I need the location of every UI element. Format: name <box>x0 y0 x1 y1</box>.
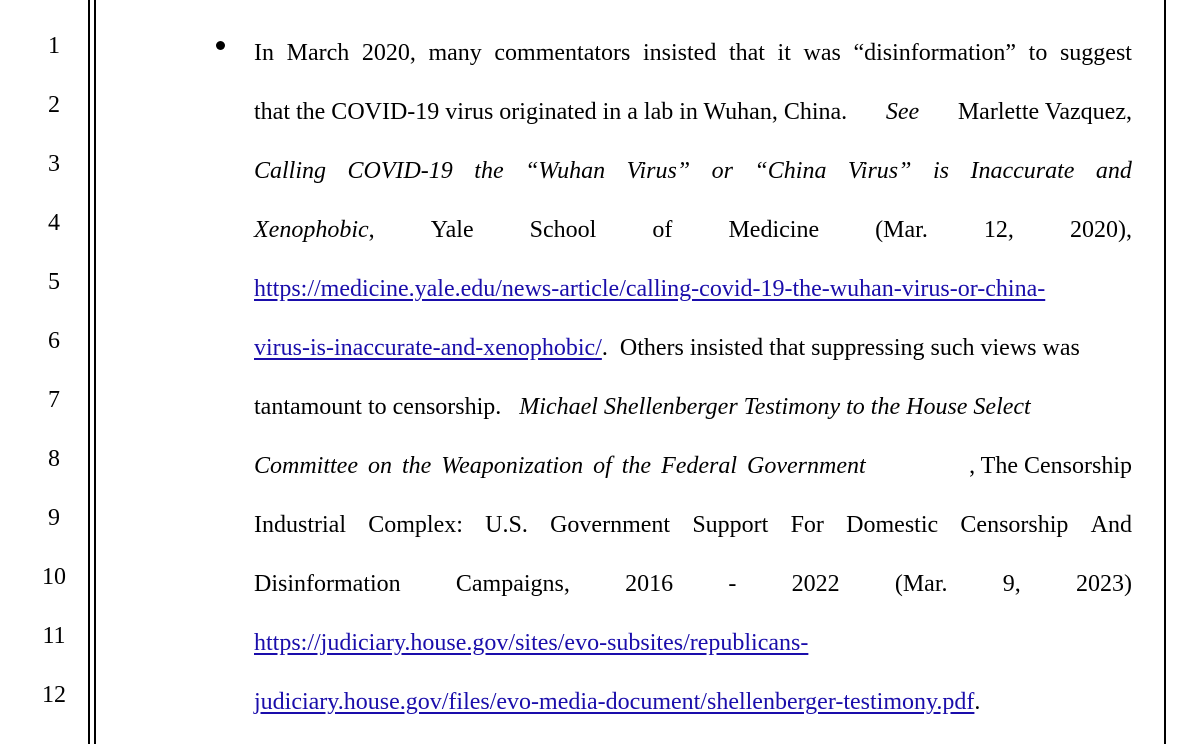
left-margin-rule-inner <box>94 0 96 744</box>
text-line-12: judiciary.house.gov/files/evo-media-document/shellenberger-testimony.pdf. <box>254 689 981 715</box>
pleading-line-numbers <box>0 0 88 744</box>
text-line-11 <box>254 628 1132 658</box>
text-line-3: Calling COVID-19 the “Wuhan Virus” or “China Virus” is Inaccurate and <box>254 158 1132 184</box>
line-number: 5 <box>48 269 60 295</box>
line-number: 12 <box>42 682 66 708</box>
left-margin-rule-outer <box>88 0 90 744</box>
yale-article-link[interactable]: https://medicine.yale.edu/news-article/calling-covid-19-the-wuhan-virus-or-china- <box>254 276 1046 302</box>
line-number: 10 <box>42 564 66 590</box>
line-number: 11 <box>42 623 66 649</box>
yale-article-link-continued[interactable]: virus-is-inaccurate-and-xenophobic/ <box>254 335 602 361</box>
text-line-2: that the COVID-19 virus originated in a lab in Wuhan, China. See Marlette Vazquez, <box>254 99 1132 125</box>
text-line-4: Xenophobic, Yale School of Medicine (Mar. 12, 2020), <box>254 217 1132 243</box>
house-testimony-link-continued[interactable]: judiciary.house.gov/files/evo-media-document/shellenberger-testimony.pdf <box>254 689 975 715</box>
line-number: 2 <box>48 92 60 118</box>
text-line-6: virus-is-inaccurate-and-xenophobic/. Others insisted that suppressing such views was <box>254 335 1080 361</box>
line-number: 8 <box>48 446 60 472</box>
line-number: 9 <box>48 505 60 531</box>
text-line-9: Industrial Complex: U.S. Government Support For Domestic Censorship And <box>254 512 1132 538</box>
bullet-point <box>216 41 225 50</box>
line-number: 3 <box>48 151 60 177</box>
text-line-7: tantamount to censorship. Michael Shellenberger Testimony to the House Select <box>254 394 1031 420</box>
line-number: 4 <box>48 210 60 236</box>
line-number: 6 <box>48 328 60 354</box>
text-line-10: Disinformation Campaigns, 2016 - 2022 (Mar. 9, 2023) <box>254 571 1132 597</box>
text-line-1: In March 2020, many commentators insisted that it was “disinformation” to suggest <box>254 40 1132 66</box>
text-line-8: Committee on the Weaponization of the Federal Government , The Censorship <box>254 453 1132 479</box>
house-testimony-link[interactable]: https://judiciary.house.gov/sites/evo-subsites/republicans- <box>254 630 809 656</box>
line-number: 1 <box>48 33 60 59</box>
right-margin-rule <box>1164 0 1166 744</box>
text-line-5 <box>254 274 1132 304</box>
line-number: 7 <box>48 387 60 413</box>
